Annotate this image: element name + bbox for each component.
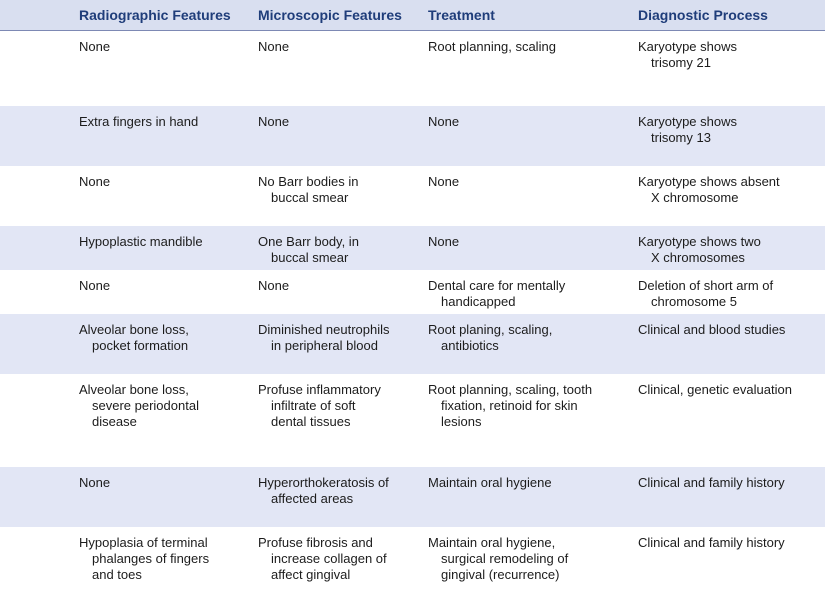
cell-text-line: None	[79, 174, 111, 189]
cell-radiographic	[79, 270, 249, 294]
cell-text-line: antibiotics	[441, 338, 499, 353]
cell-microscopic	[258, 374, 423, 430]
cell-text-line: Karyotype shows	[638, 114, 737, 129]
cell-text-line: Maintain oral hygiene,	[428, 535, 556, 550]
cell-treatment	[428, 467, 628, 491]
cell-treatment	[428, 166, 628, 190]
cell-text-line: lesions	[441, 414, 482, 429]
cell-text-line: Hyperorthokeratosis of	[258, 475, 389, 490]
cell-text-line: Clinical and family history	[638, 535, 785, 550]
cell-diagnostic	[638, 374, 818, 398]
cell-radiographic	[79, 314, 249, 354]
cell-diagnostic	[638, 106, 818, 146]
cell-microscopic	[258, 106, 423, 130]
cell-text-line: buccal smear	[271, 190, 349, 205]
cell-radiographic	[79, 166, 249, 190]
table-row	[0, 467, 825, 527]
cell-text-line: None	[79, 278, 111, 293]
header-microscopic-features: Microscopic Features	[258, 7, 402, 23]
cell-text-line: Hypoplastic mandible	[79, 234, 203, 249]
cell-treatment	[428, 270, 628, 310]
cell-diagnostic	[638, 270, 818, 310]
cell-text-line: dental tissues	[271, 414, 351, 429]
cell-text-line: Dental care for mentally	[428, 278, 566, 293]
cell-text-line: Alveolar bone loss,	[79, 382, 189, 397]
cell-text-line: None	[428, 114, 460, 129]
cell-text-line: X chromosome	[651, 190, 739, 205]
cell-text-line: Clinical and blood studies	[638, 322, 786, 337]
cell-radiographic	[79, 527, 249, 583]
table-row	[0, 374, 825, 467]
table-row	[0, 31, 825, 106]
table-row	[0, 270, 825, 314]
cell-treatment	[428, 106, 628, 130]
cell-text-line: No Barr bodies in	[258, 174, 359, 189]
cell-treatment	[428, 314, 628, 354]
table-header	[0, 0, 825, 31]
cell-text-line: pocket formation	[92, 338, 189, 353]
cell-microscopic	[258, 31, 423, 55]
cell-text-line: X chromosomes	[651, 250, 745, 265]
cell-text-line: Root planing, scaling,	[428, 322, 553, 337]
cell-text-line: disease	[92, 414, 137, 429]
cell-microscopic	[258, 270, 423, 294]
table-row	[0, 314, 825, 374]
table-row	[0, 166, 825, 226]
cell-text-line: None	[258, 39, 290, 54]
cell-text-line: Karyotype shows	[638, 39, 737, 54]
cell-text-line: None	[428, 234, 460, 249]
cell-radiographic	[79, 374, 249, 430]
table-row	[0, 527, 825, 601]
table-row	[0, 106, 825, 166]
cell-microscopic	[258, 166, 423, 206]
cell-text-line: phalanges of fingers	[92, 551, 210, 566]
cell-text-line: affect gingival	[271, 567, 351, 582]
cell-text-line: handicapped	[441, 294, 516, 309]
cell-text-line: severe periodontal	[92, 398, 199, 413]
cell-text-line: Root planning, scaling	[428, 39, 556, 54]
cell-microscopic	[258, 314, 423, 354]
cell-text-line: None	[258, 278, 290, 293]
cell-text-line: None	[428, 174, 460, 189]
cell-text-line: increase collagen of	[271, 551, 387, 566]
cell-text-line: and toes	[92, 567, 142, 582]
cell-treatment	[428, 226, 628, 250]
cell-text-line: None	[79, 475, 111, 490]
cell-text-line: infiltrate of soft	[271, 398, 356, 413]
cell-text-line: fixation, retinoid for skin	[441, 398, 578, 413]
cell-text-line: gingival (recurrence)	[441, 567, 560, 582]
cell-text-line: None	[258, 114, 290, 129]
cell-text-line: surgical remodeling of	[441, 551, 569, 566]
cell-text-line: Karyotype shows absent	[638, 174, 780, 189]
cell-treatment	[428, 527, 628, 583]
cell-treatment	[428, 374, 628, 430]
cell-treatment	[428, 31, 628, 55]
cell-text-line: buccal smear	[271, 250, 349, 265]
cell-diagnostic	[638, 467, 818, 491]
cell-text-line: Extra fingers in hand	[79, 114, 199, 129]
cell-text-line: One Barr body, in	[258, 234, 359, 249]
cell-text-line: Alveolar bone loss,	[79, 322, 189, 337]
cell-microscopic	[258, 527, 423, 583]
cell-radiographic	[79, 467, 249, 491]
header-treatment: Treatment	[428, 7, 495, 23]
cell-text-line: chromosome 5	[651, 294, 737, 309]
cell-text-line: Clinical and family history	[638, 475, 785, 490]
cell-text-line: trisomy 13	[651, 130, 711, 145]
cell-radiographic	[79, 226, 249, 250]
cell-text-line: in peripheral blood	[271, 338, 378, 353]
header-radiographic-features: Radiographic Features	[79, 7, 231, 23]
cell-diagnostic	[638, 226, 818, 266]
cell-microscopic	[258, 467, 423, 507]
cell-diagnostic	[638, 314, 818, 338]
cell-radiographic	[79, 31, 249, 55]
cell-diagnostic	[638, 527, 818, 551]
cell-text-line: Maintain oral hygiene	[428, 475, 552, 490]
cell-text-line: Root planning, scaling, tooth	[428, 382, 593, 397]
header-diagnostic-process: Diagnostic Process	[638, 7, 768, 23]
cell-text-line: Karyotype shows two	[638, 234, 761, 249]
cell-diagnostic	[638, 31, 818, 71]
table-row	[0, 226, 825, 270]
cell-text-line: Hypoplasia of terminal	[79, 535, 208, 550]
cell-text-line: Deletion of short arm of	[638, 278, 774, 293]
cell-text-line: Profuse fibrosis and	[258, 535, 373, 550]
cell-diagnostic	[638, 166, 818, 206]
cell-text-line: Diminished neutrophils	[258, 322, 390, 337]
cell-microscopic	[258, 226, 423, 266]
cell-text-line: Profuse inflammatory	[258, 382, 381, 397]
cell-radiographic	[79, 106, 249, 130]
cell-text-line: affected areas	[271, 491, 354, 506]
cell-text-line: None	[79, 39, 111, 54]
cell-text-line: trisomy 21	[651, 55, 711, 70]
cell-text-line: Clinical, genetic evaluation	[638, 382, 792, 397]
